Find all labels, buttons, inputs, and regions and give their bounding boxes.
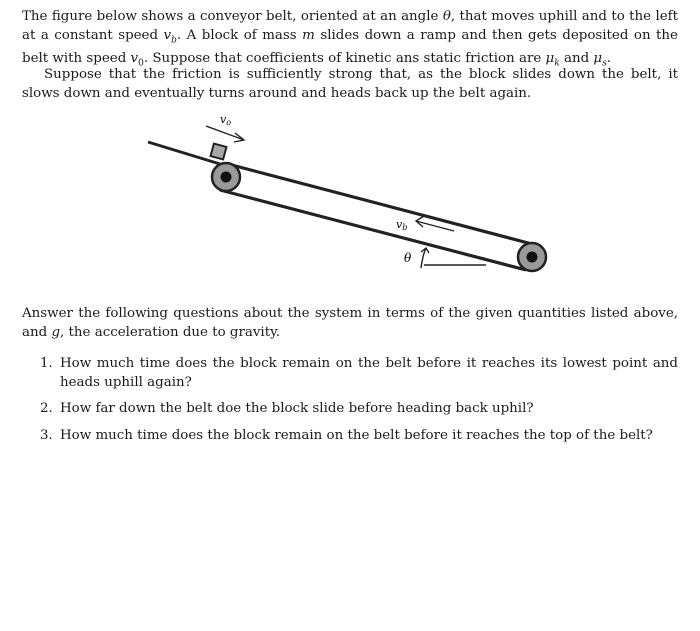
question-item xyxy=(22,355,678,392)
v0-label: vo xyxy=(220,113,232,127)
answer-intro xyxy=(22,305,678,342)
question-item xyxy=(22,400,678,419)
v0-subscript: 0 xyxy=(138,58,144,69)
intro-text-5: . Suppose that coefficients of kinetic ans static friction are xyxy=(143,50,546,66)
mu-k-symbol: μ xyxy=(545,50,555,66)
answer-intro-text-1: Answer the following questions about the system in terms of the given quantities listed above, and xyxy=(22,306,678,340)
intro-text-3: . A block of mass xyxy=(176,27,303,43)
question-text: How much time does the block remain on the belt before it reaches its lowest point and heads uphill again? xyxy=(60,356,678,390)
question-text: How far down the belt doe the block slide before heading back uphil? xyxy=(60,401,534,416)
block xyxy=(211,144,227,160)
conveyor-belt-figure xyxy=(140,112,560,282)
intro-text-1: The figure below shows a conveyor belt, oriented at an angle xyxy=(22,9,443,24)
question-number: 2. xyxy=(40,401,53,416)
answer-intro-text-2: , the acceleration due to gravity. xyxy=(60,324,281,340)
mu-s-subscript: s xyxy=(602,58,607,69)
intro-text-2: , that moves uphill and to the left at a constant speed xyxy=(22,9,678,43)
v0-arrow xyxy=(206,126,244,142)
vb-label: vb xyxy=(396,218,408,232)
theta-label: θ xyxy=(404,251,412,265)
mu-k-subscript: k xyxy=(554,58,560,69)
mass-symbol: m xyxy=(302,27,315,43)
intro-text-6: and xyxy=(559,50,594,66)
intro-text-7: . xyxy=(606,50,611,66)
v0-symbol: v xyxy=(130,50,139,66)
intro-paragraph xyxy=(22,8,678,73)
question-item xyxy=(22,427,678,446)
intro-text-4: slides down a ramp and then gets deposited on the belt with speed xyxy=(22,27,678,66)
vb-symbol: v xyxy=(163,27,172,43)
question-list xyxy=(22,355,678,453)
question-text: How much time does the block remain on the belt before it reaches the top of the belt? xyxy=(60,427,653,443)
theta-symbol: θ xyxy=(442,9,451,24)
ramp-line xyxy=(148,142,220,164)
friction-paragraph: Suppose that the friction is sufficiently strong that, as the block slides down the belt, it slows down and eventually turns around and heads back up the belt again. xyxy=(22,67,678,101)
question-number: 1. xyxy=(40,356,53,371)
mu-s-symbol: μ xyxy=(593,50,603,66)
right-pulley xyxy=(518,243,546,271)
vb-subscript: b xyxy=(171,35,177,46)
left-pulley xyxy=(212,163,240,191)
g-symbol: g xyxy=(51,324,61,340)
question-number: 3. xyxy=(40,427,53,443)
